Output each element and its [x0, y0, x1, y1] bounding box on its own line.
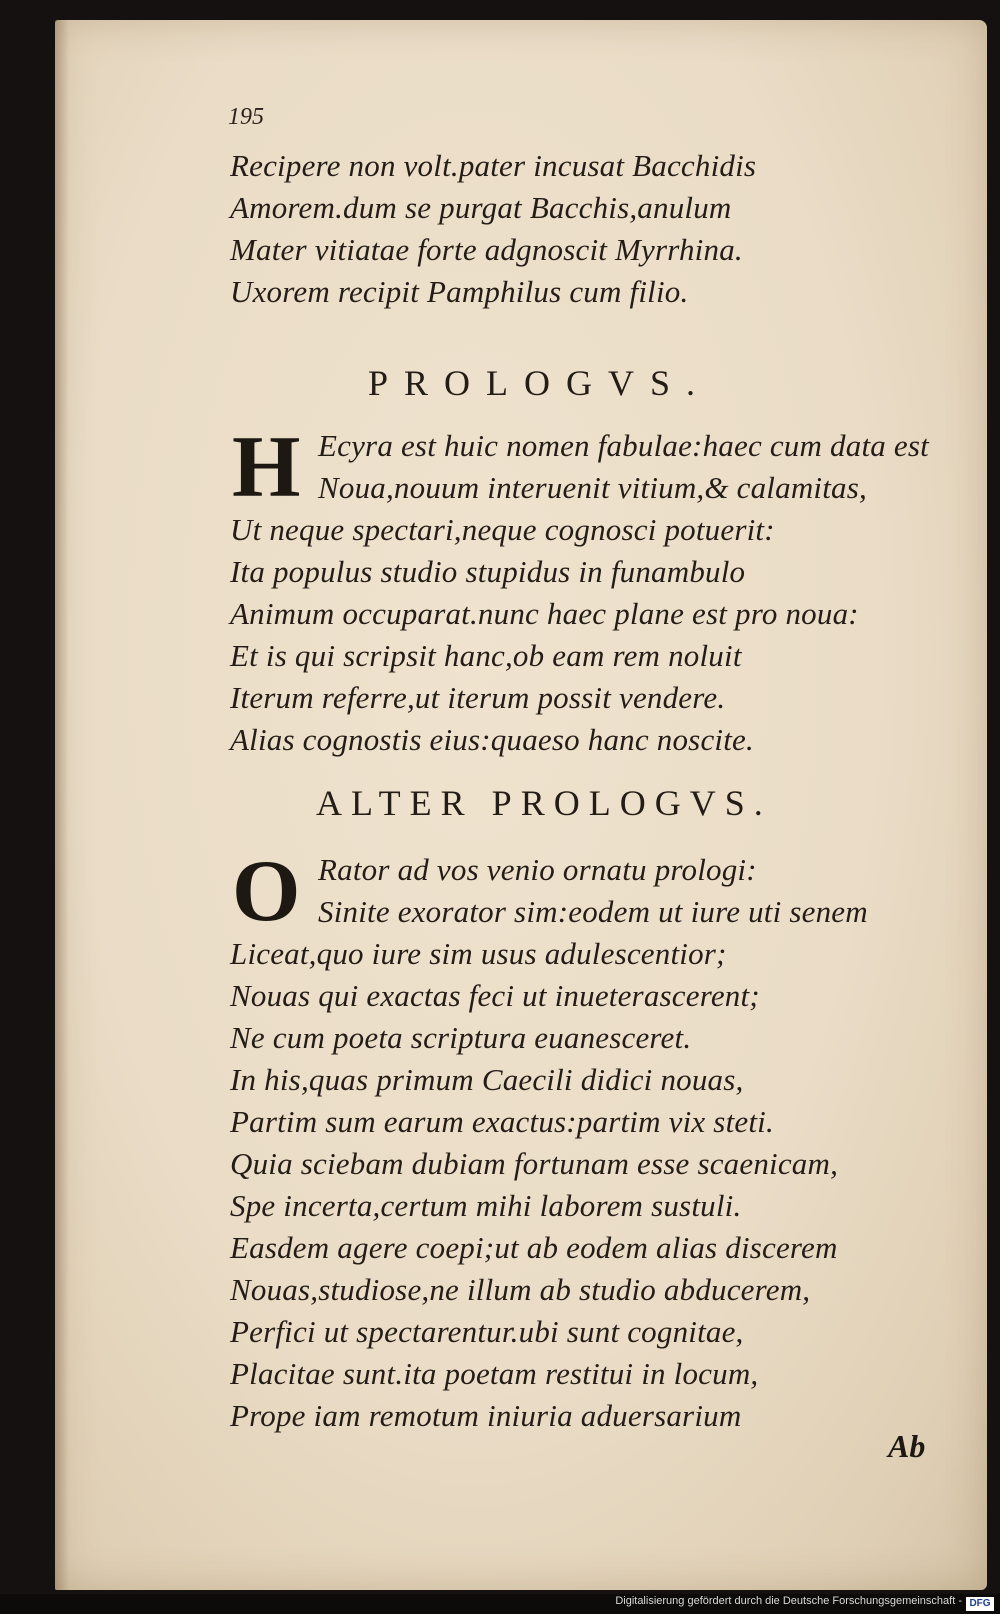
prologus-line: Alias cognostis eius:quaeso hanc noscite. — [230, 722, 754, 757]
alter-prologus-line: In his,quas primum Caecili didici nouas, — [230, 1062, 744, 1097]
alter-prologus-line: Liceat,quo iure sim usus adulescentior; — [230, 936, 727, 971]
alter-prologus-line: Perfici ut spectarentur.ubi sunt cognitae, — [230, 1314, 744, 1349]
argument-line: Mater vitiatae forte adgnoscit Myrrhina. — [230, 232, 743, 267]
prologus-line: Iterum referre,ut iterum possit vendere. — [230, 680, 726, 715]
argument-line: Amorem.dum se purgat Bacchis,anulum — [230, 190, 732, 225]
prologus-line: Ut neque spectari,neque cognosci potuerit: — [230, 512, 775, 547]
prologus-line: Et is qui scripsit hanc,ob eam rem noluit — [230, 638, 742, 673]
footer-credit: Digitalisierung gefördert durch die Deutsche Forschungsgemeinschaft - — [615, 1595, 962, 1607]
dfg-logo-icon: DFG — [966, 1597, 994, 1611]
page-gutter-shadow — [55, 20, 69, 1590]
alter-prologus-line: Sinite exorator sim:eodem ut iure uti senem — [318, 894, 868, 929]
alter-prologus-line: Prope iam remotum iniuria aduersarium — [230, 1398, 742, 1433]
alter-prologus-line: Nouas qui exactas feci ut inueterascerent; — [230, 978, 760, 1013]
alter-prologus-line: Nouas,studiose,ne illum ab studio abducerem, — [230, 1272, 811, 1307]
argument-line: Recipere non volt.pater incusat Bacchidis — [230, 148, 757, 183]
argument-line: Uxorem recipit Pamphilus cum filio. — [230, 274, 689, 309]
prologus-line: Noua,nouum interuenit vitium,& calamitas, — [318, 470, 867, 505]
prologus-drop-cap: H — [232, 419, 301, 516]
alter-prologus-line: Spe incerta,certum mihi laborem sustuli. — [230, 1188, 742, 1223]
prologus-line: Ita populus studio stupidus in funambulo — [230, 554, 746, 589]
prologus-heading: PROLOGVS. — [368, 363, 712, 403]
alter-prologus-line: Partim sum earum exactus:partim vix steti. — [230, 1104, 774, 1139]
prologus-line: Ecyra est huic nomen fabulae:haec cum data est — [318, 428, 929, 463]
page-number: 195 — [228, 104, 264, 130]
catchword: Ab — [888, 1428, 926, 1464]
prologus-line: Animum occuparat.nunc haec plane est pro noua: — [230, 596, 859, 631]
alter-prologus-line: Placitae sunt.ita poetam restitui in locum, — [230, 1356, 759, 1391]
alter-prologus-drop-cap: O — [232, 843, 301, 940]
alter-prologus-line: Ne cum poeta scriptura euanesceret. — [230, 1020, 692, 1055]
alter-prologus-line: Quia sciebam dubiam fortunam esse scaenicam, — [230, 1146, 839, 1181]
alter-prologus-line: Easdem agere coepi;ut ab eodem alias discerem — [230, 1230, 838, 1265]
alter-prologus-line: Rator ad vos venio ornatu prologi: — [318, 852, 757, 887]
alter-prologus-heading: ALTER PROLOGVS. — [316, 783, 772, 823]
